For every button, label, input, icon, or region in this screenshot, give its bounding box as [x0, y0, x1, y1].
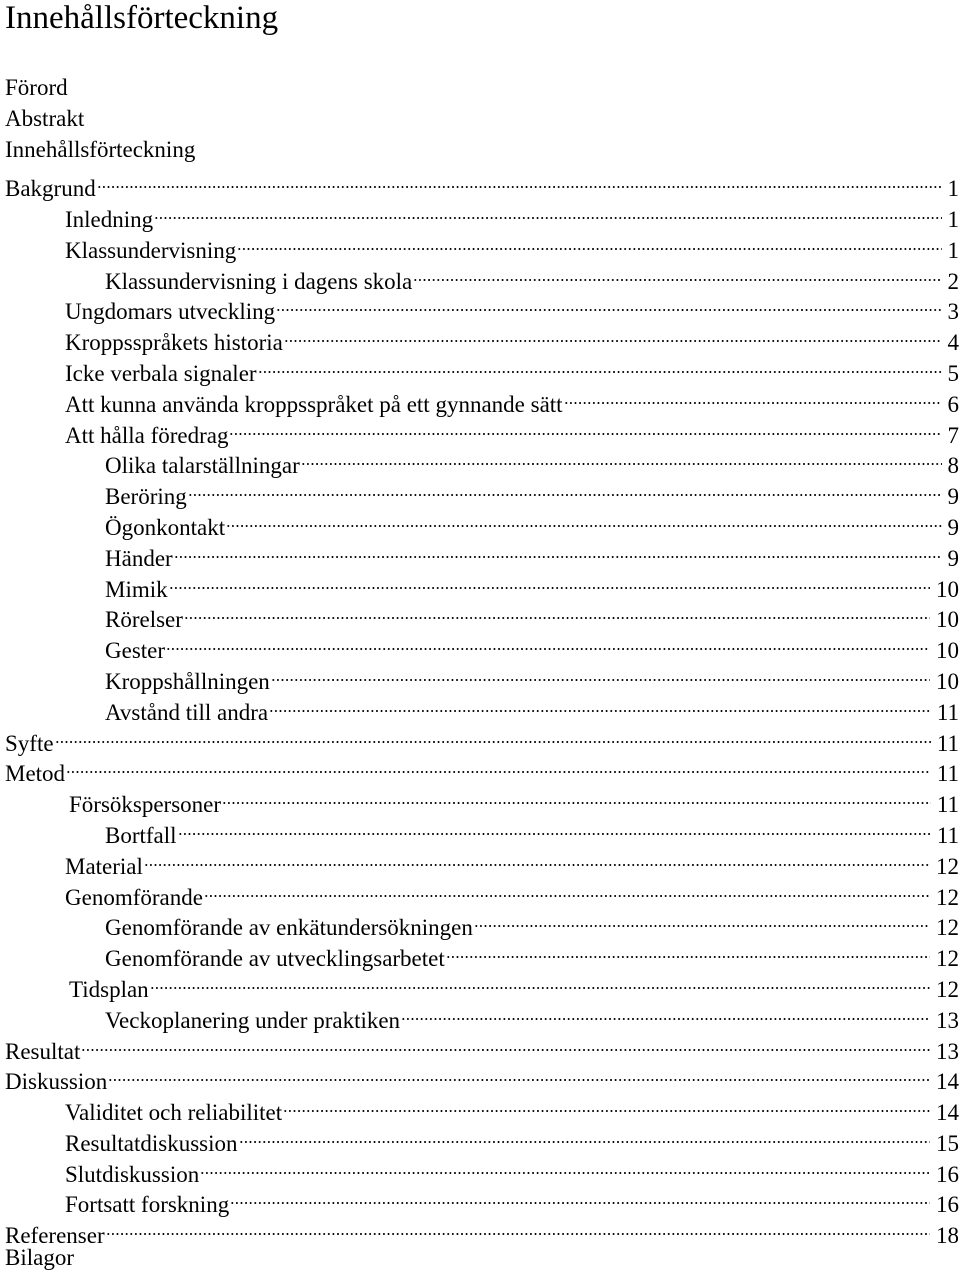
- toc-page-number: 14: [936, 1100, 959, 1126]
- toc-page-number: 11: [936, 822, 959, 848]
- toc-entry[interactable]: [0, 258, 960, 294]
- toc-entry[interactable]: [0, 1151, 960, 1187]
- toc-entry-label: Abstrakt: [5, 105, 85, 131]
- toc-entry[interactable]: [0, 1243, 960, 1274]
- toc-entry[interactable]: [0, 905, 960, 941]
- toc-dot-leader: [229, 412, 943, 443]
- toc-entry[interactable]: [0, 1028, 960, 1064]
- toc-dot-leader: [271, 658, 932, 689]
- toc-dot-leader: [204, 874, 932, 905]
- toc-entry-label: Slutdiskussion: [65, 1161, 200, 1187]
- toc-page-number: 9: [947, 484, 959, 510]
- toc-page-number: 11: [936, 761, 959, 787]
- toc-entry-label: Försökspersoner: [69, 792, 222, 818]
- toc-dot-leader: [564, 381, 944, 412]
- toc-entry[interactable]: [0, 966, 960, 1002]
- toc-entry[interactable]: [0, 535, 960, 571]
- toc-entry-label: Kroppshållningen: [105, 668, 270, 694]
- toc-entry-label: Material: [65, 853, 143, 879]
- toc-entry-label: Förord: [5, 75, 68, 100]
- table-of-contents: [0, 73, 960, 1274]
- toc-entry[interactable]: [0, 781, 960, 818]
- toc-entry[interactable]: [0, 751, 960, 787]
- toc-page-number: 18: [936, 1223, 959, 1249]
- toc-page-number: 1: [947, 206, 959, 232]
- toc-entry[interactable]: [0, 1089, 960, 1126]
- toc-entry[interactable]: [0, 566, 960, 602]
- toc-entry-label: Att hålla föredrag: [65, 422, 229, 448]
- toc-dot-leader: [401, 997, 932, 1028]
- toc-entry[interactable]: [0, 319, 960, 356]
- toc-entry[interactable]: [0, 935, 960, 972]
- toc-entry-label: Resultat: [5, 1038, 81, 1064]
- toc-entry-label: Olika talarställningar: [105, 453, 300, 479]
- toc-dot-leader: [283, 1089, 932, 1120]
- toc-page-number: 13: [936, 1038, 959, 1064]
- toc-entry[interactable]: [0, 473, 960, 510]
- toc-page-number: 8: [947, 453, 959, 479]
- toc-page-number: 9: [947, 545, 959, 571]
- toc-page-number: 16: [936, 1192, 959, 1218]
- toc-entry-label: Klassundervisning i dagens skola: [105, 268, 413, 294]
- toc-entry-label: Icke verbala signaler: [65, 360, 257, 386]
- toc-page-number: 1: [947, 237, 959, 263]
- toc-entry-label: Gester: [105, 638, 166, 664]
- toc-dot-leader: [258, 350, 944, 381]
- toc-dot-leader: [284, 319, 944, 350]
- toc-dot-leader: [144, 843, 932, 874]
- toc-entry-label: Resultatdiskussion: [65, 1130, 238, 1156]
- toc-entry-label: Veckoplanering under praktiken: [105, 1007, 401, 1033]
- toc-entry[interactable]: [0, 289, 960, 325]
- toc-entry-label: Tidsplan: [69, 976, 149, 1002]
- toc-entry-label: Genomförande av utvecklingsarbetet: [105, 946, 445, 972]
- toc-entry[interactable]: [0, 1212, 960, 1249]
- toc-dot-leader: [446, 935, 932, 966]
- toc-page-number: 12: [936, 853, 959, 879]
- toc-dot-leader: [108, 1059, 932, 1090]
- toc-entry[interactable]: [0, 443, 960, 479]
- toc-entry-label: Fortsatt forskning: [65, 1192, 230, 1218]
- toc-dot-leader: [200, 1151, 932, 1182]
- toc-entry-label: Att kunna använda kroppsspråket på ett gynnande sätt: [65, 391, 563, 417]
- toc-dot-leader: [55, 720, 933, 751]
- toc-dot-leader: [237, 227, 943, 258]
- toc-entry[interactable]: [0, 104, 960, 135]
- toc-dot-leader: [222, 781, 933, 812]
- toc-page-number: 4: [947, 330, 959, 356]
- toc-page-number: 10: [936, 638, 959, 664]
- toc-entry[interactable]: [0, 381, 960, 417]
- toc-entry[interactable]: [0, 597, 960, 633]
- toc-dot-leader: [106, 1212, 932, 1243]
- toc-entry[interactable]: [0, 997, 960, 1033]
- toc-dot-leader: [239, 1120, 932, 1151]
- toc-dot-leader: [230, 1182, 932, 1213]
- toc-page-number: 7: [947, 422, 959, 448]
- toc-page-number: 15: [936, 1130, 959, 1156]
- page-title: Innehållsförteckning: [5, 0, 279, 36]
- toc-entry[interactable]: [0, 658, 960, 694]
- toc-entry[interactable]: [0, 874, 960, 910]
- toc-page-number: 16: [936, 1161, 959, 1187]
- toc-dot-leader: [154, 196, 943, 227]
- toc-dot-leader: [169, 566, 932, 597]
- toc-entry-label: Bortfall: [105, 822, 177, 848]
- toc-dot-leader: [66, 751, 933, 782]
- toc-dot-leader: [81, 1028, 932, 1059]
- toc-entry[interactable]: [0, 720, 960, 756]
- toc-entry-label: Genomförande: [65, 884, 203, 910]
- toc-dot-leader: [178, 812, 933, 843]
- toc-entry[interactable]: [0, 843, 960, 879]
- toc-page-number: 12: [936, 884, 959, 910]
- toc-page-number: 10: [936, 668, 959, 694]
- toc-page-number: 14: [936, 1069, 959, 1095]
- toc-dot-leader: [301, 443, 944, 474]
- toc-entry-label: Validitet och reliabilitet: [65, 1100, 283, 1126]
- toc-entry[interactable]: [0, 812, 960, 848]
- toc-entry-label: Referenser: [5, 1223, 105, 1249]
- toc-page-number: 10: [936, 607, 959, 633]
- toc-page-number: 1: [947, 176, 959, 202]
- toc-page-number: 9: [947, 514, 959, 540]
- toc-entry-label: Kroppsspråkets historia: [65, 330, 283, 356]
- toc-page-number: 11: [936, 699, 959, 725]
- toc-page-number: 10: [936, 576, 959, 602]
- toc-entry-label: Syfte: [5, 730, 54, 756]
- toc-page-number: 2: [947, 268, 959, 294]
- toc-dot-leader: [413, 258, 943, 289]
- toc-entry-label: Metod: [5, 761, 66, 787]
- toc-entry-label: Mimik: [105, 576, 168, 602]
- toc-page-number: 11: [936, 792, 959, 818]
- toc-entry-label: Beröring: [105, 484, 187, 510]
- toc-page-number: 3: [947, 299, 959, 325]
- toc-dot-leader: [474, 905, 932, 936]
- toc-entry[interactable]: [0, 196, 960, 232]
- toc-entry[interactable]: [0, 350, 960, 386]
- toc-dot-leader: [166, 627, 932, 658]
- toc-page-number: 11: [936, 730, 959, 756]
- toc-entry-label: Innehållsförteckning: [5, 136, 196, 162]
- toc-dot-leader: [188, 473, 944, 504]
- toc-dot-leader: [226, 504, 943, 535]
- toc-entry-label: Bakgrund: [5, 176, 96, 202]
- toc-entry-label: Avstånd till andra: [105, 699, 269, 725]
- toc-entry[interactable]: [0, 227, 960, 263]
- toc-entry-label: Ögonkontakt: [105, 514, 226, 540]
- toc-entry[interactable]: [0, 165, 960, 202]
- toc-dot-leader: [184, 597, 932, 628]
- toc-page-number: 12: [936, 946, 959, 972]
- toc-page-number: 12: [936, 976, 959, 1002]
- toc-dot-leader: [269, 689, 933, 720]
- toc-entry[interactable]: [0, 1059, 960, 1095]
- toc-dot-leader: [150, 966, 932, 997]
- toc-page-number: 5: [947, 360, 959, 386]
- toc-page-number: 6: [947, 391, 959, 417]
- toc-page-number: 13: [936, 1007, 959, 1033]
- toc-entry-label: Inledning: [65, 206, 154, 232]
- toc-entry-label: Händer: [105, 545, 173, 571]
- toc-entry[interactable]: [0, 689, 960, 725]
- toc-entry-label: Diskussion: [5, 1069, 108, 1095]
- toc-entry-label: Rörelser: [105, 607, 183, 633]
- toc-entry[interactable]: [0, 412, 960, 448]
- toc-entry-label: Bilagor: [5, 1245, 74, 1271]
- toc-entry[interactable]: [0, 1182, 960, 1218]
- toc-entry-label: Klassundervisning: [65, 237, 237, 263]
- toc-entry[interactable]: [0, 627, 960, 664]
- toc-page-number: 12: [936, 915, 959, 941]
- toc-entry-label: Genomförande av enkätundersökningen: [105, 915, 473, 941]
- toc-entry[interactable]: [0, 504, 960, 540]
- toc-dot-leader: [97, 165, 944, 196]
- toc-entry[interactable]: [0, 73, 960, 104]
- toc-entry[interactable]: [0, 135, 960, 166]
- toc-entry[interactable]: [0, 1120, 960, 1156]
- toc-entry-label: Ungdomars utveckling: [65, 299, 276, 325]
- toc-dot-leader: [174, 535, 944, 566]
- toc-dot-leader: [276, 289, 943, 320]
